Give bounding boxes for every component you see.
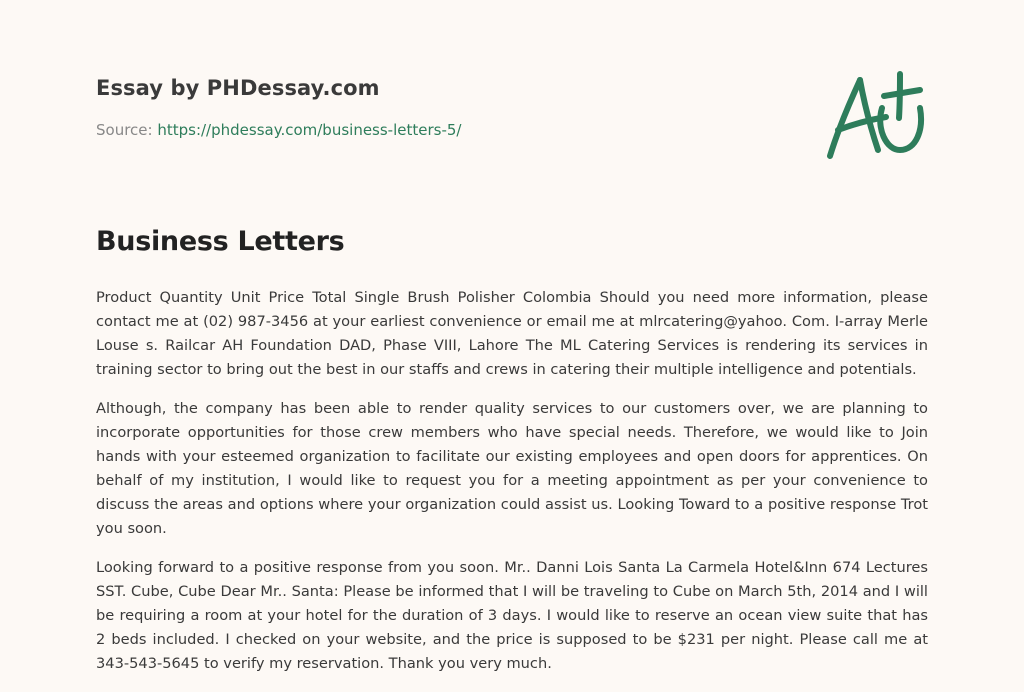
site-title: Essay by PHDessay.com	[96, 76, 380, 100]
document-body	[96, 286, 928, 691]
document-title: Business Letters	[96, 226, 345, 257]
source-label: Source:	[96, 121, 158, 139]
page-header	[96, 76, 796, 139]
paragraph: Although, the company has been able to render quality services to our customers over, we are planning to incorporate opportunities for those crew members who have special needs. Therefore, we would like to Join hands with your esteemed organization to facilitate our existing employees and open doors for apprentices. On behalf of my institution, I would like to request you for a meeting appointment as per your convenience to discuss the areas and options where your organization could assist us. Looking Toward to a positive response Trot you soon.	[96, 400, 928, 537]
source-link[interactable]: https://phdessay.com/business-letters-5/	[157, 121, 462, 139]
source-line	[96, 121, 796, 139]
paragraph: Looking forward to a positive response from you soon. Mr.. Danni Lois Santa La Carmela Hotel&Inn 674 Lectures SST. Cube, Cube Dear Mr.. Santa: Please be informed that I will be traveling to Cube on March 5th, 2014 and I will be requiring a room at your hotel for the duration of 3 days. I would like to reserve an ocean view suite that has 2 beds included. I checked on your website, and the price is supposed to be $231 per night. Please call me at 343-543-5645 to verify my reservation. Thank you very much.	[96, 559, 928, 672]
paragraph: Product Quantity Unit Price Total Single Brush Polisher Colombia Should you need more information, please contact me at (02) 987-3456 at your earliest convenience or email me at mlrcatering@yahoo. Com. I-array Merle Louse s. Railcar AH Foundation DAD, Phase VIII, Lahore The ML Catering Services is rendering its services in training sector to bring out the best in our staffs and crews in catering their multiple intelligence and potentials.	[96, 289, 928, 378]
a-plus-logo-icon	[820, 68, 930, 164]
